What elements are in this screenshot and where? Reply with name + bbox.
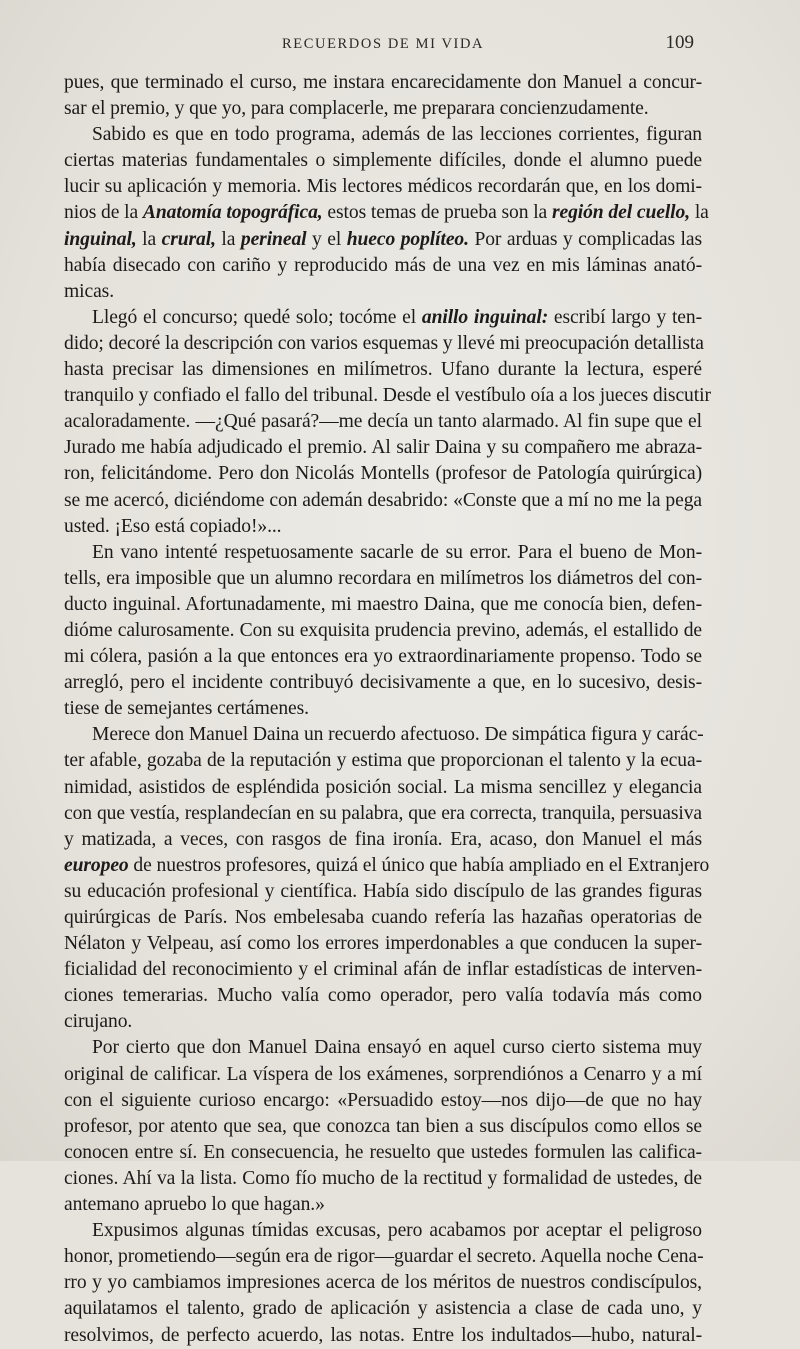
text-run: arregló, pero el incidente contribuyó decisivamente a que, en lo sucesivo, desis-: [64, 672, 702, 694]
text-run: aquilatamos el talento, grado de aplicación y asistencia a clase de cada uno, y: [64, 1298, 702, 1320]
italic-term: perineal: [240, 228, 307, 250]
text-line: [64, 461, 702, 487]
text-run: dióme calurosamente. Con su exquisita prudencia previno, además, el estallido de: [64, 619, 702, 641]
italic-term: hueco poplíteo.: [346, 228, 469, 250]
text-line: [64, 670, 702, 696]
text-line: [64, 905, 702, 931]
text-line: [64, 1009, 702, 1035]
text-run: ciones temerarias. Mucho valía como operador, pero valía todavía más como: [64, 985, 702, 1007]
text-line: [64, 1114, 702, 1140]
text-run: conocen entre sí. En consecuencia, he resuelto que ustedes formulen las califica-: [64, 1141, 702, 1163]
text-line: [64, 1062, 702, 1088]
text-run: pues, que terminado el curso, me instara encarecidamente don Manuel a concur-: [64, 72, 702, 93]
text-run: y el: [306, 228, 347, 250]
text-line: [64, 305, 702, 331]
text-line: [64, 827, 702, 853]
text-run: tiese de semejantes certámenes.: [64, 698, 309, 720]
text-line: [64, 331, 702, 357]
text-line: [64, 722, 702, 748]
text-line: [64, 1244, 702, 1270]
text-run: de nuestros profesores, quizá el único que había ampliado en el Extranjero: [128, 854, 710, 876]
text-run: y matizada, a veces, con rasgos de fina ironía. Era, acaso, don Manuel el más: [64, 828, 702, 850]
italic-term: crural,: [161, 228, 216, 250]
text-line: [64, 70, 702, 96]
text-run: rro y yo cambiamos impresiones acerca de los méritos de nuestros condiscípulos,: [64, 1272, 702, 1294]
text-line: [64, 1035, 702, 1061]
text-run: honor, prometiendo—según era de rigor—guardar el secreto. Aquella noche Cena-: [64, 1246, 704, 1268]
text-line: [64, 174, 702, 200]
text-run: ducto inguinal. Afortunadamente, mi maestro Daina, que me conocía bien, defen-: [64, 593, 702, 615]
text-run: original de calificar. La víspera de los exámenes, sorprendiónos a Cenarro y a mí: [64, 1063, 702, 1085]
text-line: [64, 1218, 702, 1244]
text-run: resolvimos, de perfecto acuerdo, las notas. Entre los indultados—hubo, natural-: [64, 1324, 702, 1346]
text-line: [64, 1323, 702, 1349]
text-line: [64, 96, 702, 122]
text-run: nimidad, asistidos de espléndida posición social. La misma sencillez y elegancia: [64, 776, 702, 798]
text-run: con el siguiente curioso encargo: «Persuadido estoy—nos dijo—de que no hay: [64, 1089, 702, 1111]
text-run: En vano intenté respetuosamente sacarle de su error. Para el bueno de Mon-: [92, 541, 702, 563]
text-run: profesor, por atento que sea, que conozca tan bien a sus discípulos como ellos se: [64, 1115, 702, 1137]
text-run: tranquilo y confiado el fallo del tribunal. Desde el vestíbulo oía a los jueces discutir: [64, 385, 711, 407]
text-line: [64, 200, 709, 226]
text-line: [64, 748, 702, 774]
text-line: [64, 592, 702, 618]
page-header: [0, 32, 800, 60]
text-run: escribí largo y ten-: [548, 306, 703, 328]
italic-term: anillo inguinal:: [421, 306, 549, 328]
text-line: [64, 931, 702, 957]
text-line: [64, 644, 702, 670]
text-line: [64, 514, 702, 540]
text-line: [64, 879, 702, 905]
text-run: antemano apruebo lo que hagan.»: [64, 1194, 325, 1216]
text-run: Por cierto que don Manuel Daina ensayó en aquel curso cierto sistema muy: [92, 1037, 702, 1059]
text-run: ter afable, gozaba de la reputación y estima que proporcionan el talento y la ecua-: [64, 750, 702, 772]
text-line: [64, 696, 702, 722]
text-run: cirujano.: [64, 1011, 133, 1033]
text-run: usted. ¡Eso está copiado!»...: [64, 515, 282, 537]
text-line: [64, 1140, 702, 1166]
text-run: Expusimos algunas tímidas excusas, pero acabamos por aceptar el peligroso: [92, 1220, 702, 1242]
text-line: [64, 1166, 702, 1192]
page-number: 109: [665, 32, 694, 53]
text-run: con que vestía, resplandecían en su palabra, que era correcta, tranquila, persuasiva: [64, 802, 702, 824]
text-run: ciones. Ahí va la lista. Como fío mucho de la rectitud y formalidad de ustedes, de: [64, 1167, 702, 1189]
text-run: la: [136, 228, 162, 250]
text-line: [64, 279, 702, 305]
text-line: [64, 540, 702, 566]
text-line: [64, 253, 702, 279]
text-line: [64, 383, 711, 409]
text-run: Nélaton y Velpeau, así como los errores imperdonables a que conducen la super-: [64, 933, 702, 955]
text-run: ciertas materias fundamentales o simplemente difíciles, donde el alumno puede: [64, 150, 702, 172]
text-line: [64, 566, 702, 592]
text-run: su educación profesional y científica. Había sido discípulo de las grandes figuras: [64, 880, 702, 902]
text-line: [64, 1088, 702, 1114]
running-head: RECUERDOS DE MI VIDA: [282, 36, 485, 52]
italic-term: Anatomía topográfica,: [142, 202, 323, 224]
text-line: [64, 148, 702, 174]
text-line: [64, 983, 702, 1009]
text-run: acaloradamente. —¿Qué pasará?—me decía un tanto alarmado. Al fin supe que el: [64, 411, 702, 433]
text-line: [64, 227, 702, 253]
text-line: [64, 775, 702, 801]
text-run: mi cólera, pasión a la que entonces era yo extraordinariamente propenso. Todo se: [64, 646, 702, 668]
text-run: micas.: [64, 280, 115, 302]
italic-term: inguinal,: [64, 228, 137, 250]
text-run: Por arduas y complicadas las: [468, 228, 702, 250]
text-run: había disecado con cariño y reproducido más de una vez en mis láminas anató-: [64, 254, 702, 276]
text-line: [64, 1192, 702, 1218]
text-line: [64, 1270, 702, 1296]
text-run: hasta precisar las dimensiones en milímetros. Ufano durante la lectura, esperé: [64, 359, 702, 381]
text-line: [64, 853, 710, 879]
text-run: se me acercó, diciéndome con ademán desabrido: «Conste que a mí no me la pega: [64, 489, 702, 511]
text-line: [64, 435, 702, 461]
text-line: [64, 357, 702, 383]
text-run: Merece don Manuel Daina un recuerdo afectuoso. De simpática figura y carác-: [92, 724, 704, 746]
text-line: [64, 618, 702, 644]
text-line: [64, 122, 702, 148]
text-run: sar el premio, y que yo, para complacerle, me preparara concienzudamente.: [64, 98, 649, 120]
italic-term: europeo: [64, 854, 129, 876]
text-line: [64, 957, 702, 983]
text-run: lucir su aplicación y memoria. Mis lectores médicos recordarán que, en los domi-: [64, 176, 702, 198]
text-run: Llegó el concurso; quedé solo; tocóme el: [92, 306, 422, 328]
text-run: estos temas de prueba son la: [322, 202, 552, 224]
italic-term: región del cuello,: [551, 202, 691, 224]
text-run: nios de la: [64, 202, 143, 224]
text-run: Jurado me había adjudicado el premio. Al salir Daina y su compañero me abraza-: [64, 437, 702, 459]
text-run: Sabido es que en todo programa, además de las lecciones corrientes, figuran: [92, 124, 702, 146]
body-text: [64, 70, 711, 1349]
text-line: [64, 1296, 702, 1322]
text-run: la: [215, 228, 241, 250]
text-run: quirúrgicas de París. Nos embelesaba cuando refería las hazañas operatorias de: [64, 907, 702, 928]
text-line: [64, 801, 702, 827]
text-run: ron, felicitándome. Pero don Nicolás Montells (profesor de Patología quirúrgica): [64, 463, 702, 485]
text-line: [64, 409, 702, 435]
text-run: la: [690, 202, 709, 224]
text-line: [64, 488, 702, 514]
text-run: ficialidad del reconocimiento y el criminal afán de inflar estadísticas de interven-: [64, 959, 702, 981]
text-run: dido; decoré la descripción con varios esquemas y llevé mi preocupación detallista: [64, 332, 704, 354]
text-run: tells, era imposible que un alumno recordara en milímetros los diámetros del con-: [64, 567, 702, 589]
